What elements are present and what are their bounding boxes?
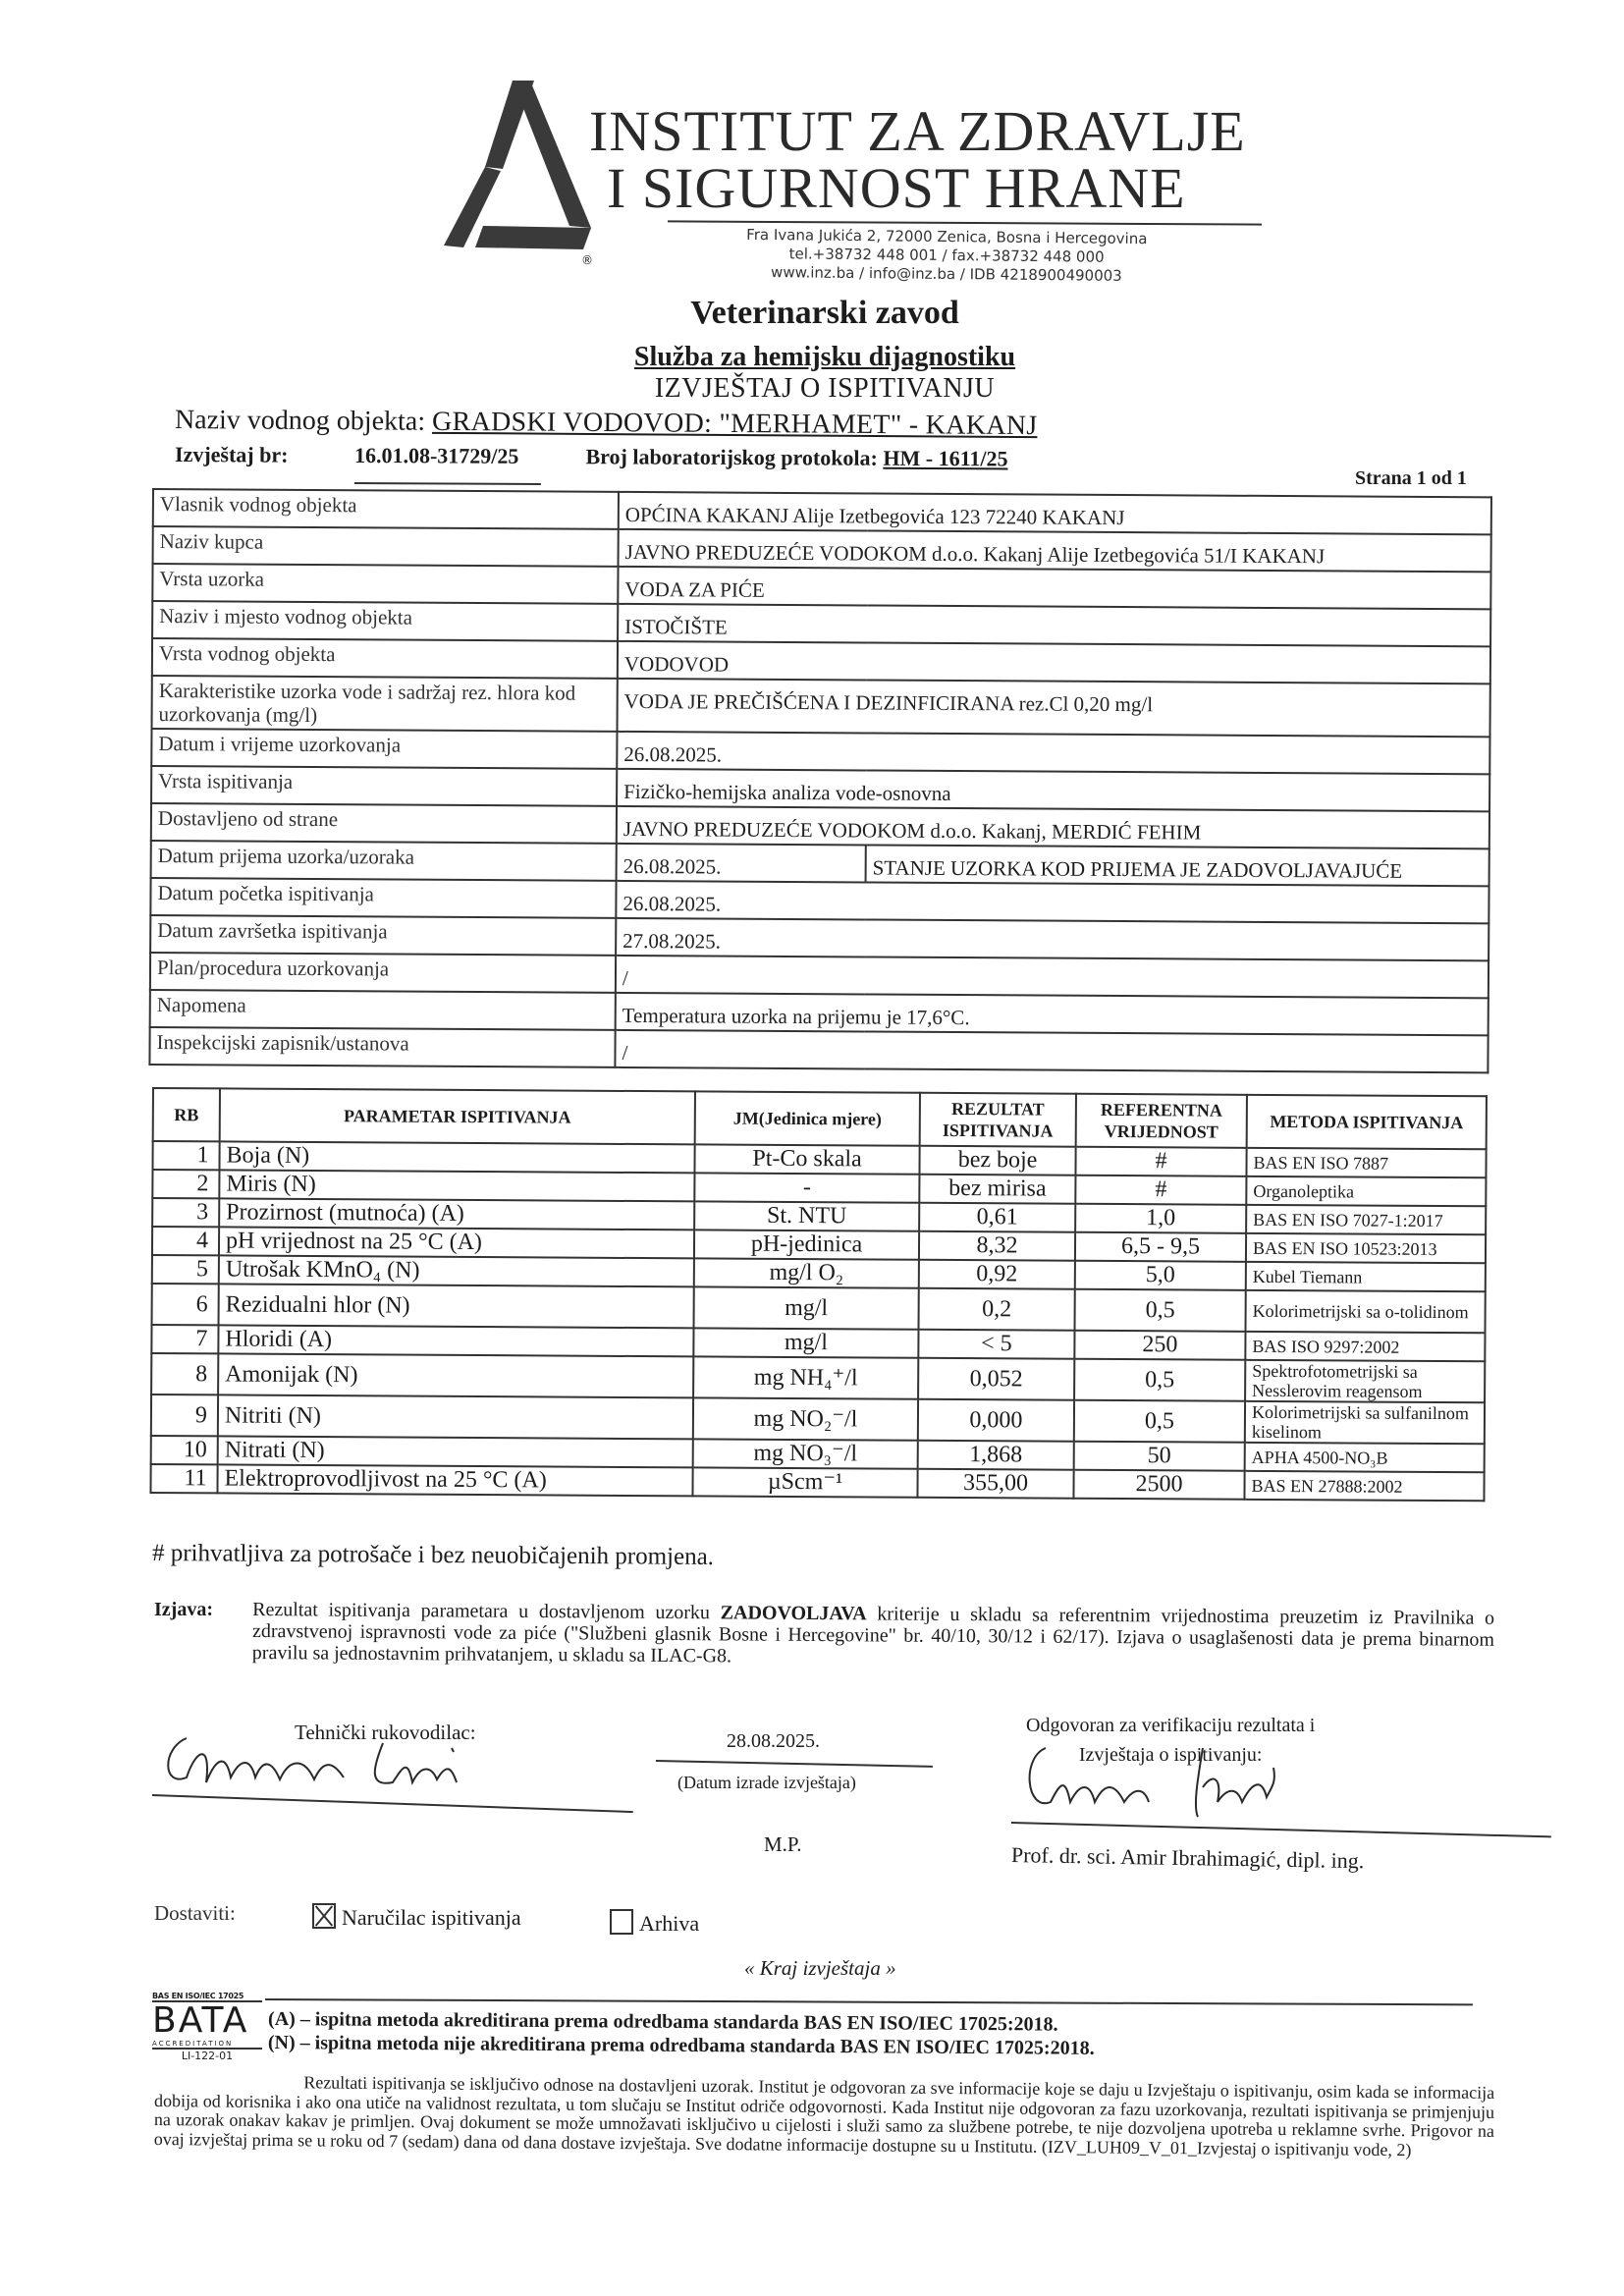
parameter-name: pH vrijednost na 25 °C (A) [219, 1227, 694, 1258]
reference-value: 50 [1074, 1442, 1245, 1471]
sample-info-table [148, 488, 1492, 1073]
row-number: 9 [151, 1394, 218, 1436]
info-row [149, 1027, 1488, 1072]
accreditation-legend [268, 2007, 1095, 2060]
protocol-label: Broj laboratorijskog protokola: [585, 444, 878, 470]
test-method: Kolorimetrijski sa o-tolidinom [1246, 1290, 1486, 1333]
institute-name-line2: I SIGURNOST HRANE [607, 156, 1186, 220]
bata-logo-subtitle: ACCREDITATION [152, 2040, 262, 2050]
results-header-row [153, 1088, 1487, 1149]
reference-value: 250 [1074, 1331, 1245, 1360]
info-row [152, 676, 1490, 737]
info-value: 26.08.2025. [617, 844, 866, 883]
reference-value: 6,5 - 9,5 [1075, 1232, 1246, 1262]
info-label: Plan/procedura uzorkovanja [150, 953, 616, 993]
unit: pH-jedinica [694, 1230, 919, 1259]
info-label: Vrsta vodnog objekta [152, 638, 618, 679]
parameter-name: Miris (N) [219, 1170, 694, 1201]
unit: mg NO₂⁻/l [693, 1397, 918, 1440]
info-label: Napomena [150, 990, 616, 1030]
protocol-block [585, 444, 1007, 470]
test-method: BAS ISO 9297:2002 [1245, 1332, 1485, 1361]
report-date-line [656, 1760, 933, 1768]
checkbox-archive-unchecked[interactable] [610, 1909, 633, 1935]
info-value: VODA JE PREČIŠĆENA I DEZINFICIRANA rez.Cl 0,20 mg/l [617, 679, 1489, 737]
sample-condition: STANJE UZORKA KOD PRIJEMA JE ZADOVOLJAVAJUĆE [866, 845, 1489, 886]
unit: Pt-Co skala [694, 1144, 919, 1174]
institute-name-line1: INSTITUT ZA ZDRAVLJE [589, 99, 1246, 163]
test-method: BAS EN ISO 7027-1:2017 [1246, 1205, 1486, 1234]
verifier-label-line1: Odgovoran za verifikaciju rezultata i [1026, 1715, 1316, 1736]
parameter-name: Nitriti (N) [218, 1394, 693, 1439]
reference-value: 1,0 [1075, 1204, 1246, 1233]
verifier-signature [1016, 1728, 1429, 1827]
info-label: Datum i vrijeme uzorkovanja [151, 729, 617, 769]
report-date-caption: (Datum izrade izvještaja) [677, 1773, 856, 1792]
row-number: 1 [152, 1141, 219, 1170]
water-object-label: Naziv vodnog objekta: [174, 405, 426, 437]
verifier-label-line2: Izvještaja o ispitivanju: [1078, 1744, 1263, 1766]
institute-name [589, 99, 1246, 220]
result-value: bez boje [919, 1146, 1075, 1175]
statement-label: Izjava: [154, 1599, 213, 1620]
bata-logo-word: BATA [152, 2000, 249, 2041]
unit: mg NH₄⁺/l [693, 1356, 918, 1398]
reference-value: 0,5 [1074, 1359, 1245, 1401]
logo-right-stroke [513, 81, 591, 228]
info-label: Vlasnik vodnog objekta [153, 489, 619, 529]
logo-base-bar [475, 226, 591, 249]
unit: mg/l [693, 1328, 918, 1357]
header-method: METODA ISPITIVANJA [1247, 1095, 1487, 1149]
reference-value: 2500 [1073, 1470, 1244, 1500]
info-value: 26.08.2025. [616, 881, 1489, 923]
info-label: Naziv kupca [153, 526, 619, 567]
parameter-name: Elektroprovodljivost na 25 °C (A) [217, 1464, 692, 1496]
info-label: Datum završetka ispitivanja [150, 915, 616, 956]
result-value: 0,2 [919, 1288, 1075, 1331]
statement-text-before: Rezultat ispitivanja parametara u dostavljenom uzorku [252, 1599, 721, 1624]
result-value: 0,61 [919, 1203, 1075, 1232]
parameter-name: Nitrati (N) [218, 1436, 693, 1467]
info-value: Fizičko-hemijska analiza vode-osnovna [617, 769, 1489, 811]
institute-phone-fax: tel.+38732 448 001 / fax.+38732 448 000 [788, 245, 1105, 266]
report-number: 16.01.08-31729/25 [354, 443, 541, 485]
unit: µScm⁻¹ [692, 1467, 917, 1497]
end-of-report: « Kraj izvještaja » [744, 1956, 896, 1980]
result-value: < 5 [918, 1330, 1074, 1359]
info-value: 26.08.2025. [617, 732, 1489, 774]
unit: - [694, 1173, 919, 1202]
report-number-label: Izvještaj br: [174, 442, 289, 467]
header-rb: RB [153, 1088, 220, 1141]
deliver-option-client[interactable] [312, 1903, 521, 1931]
test-method: Spektrofotometrijski sa Nesslerovim reagensom [1245, 1360, 1485, 1402]
reference-value: 0,5 [1074, 1400, 1245, 1443]
unit: mg/l O₂ [694, 1258, 919, 1287]
info-label: Karakteristike uzorka vode i sadržaj rez. hlora kod uzorkovanja (mg/l) [152, 676, 618, 732]
document-title: IZVJEŠTAJ O ISPITIVANJU [654, 373, 996, 404]
statement-text [252, 1599, 1494, 1672]
header-reference: REFERENTNA VRIJEDNOST [1076, 1094, 1247, 1148]
protocol-number: HM - 1611/25 [883, 445, 1008, 471]
result-value: 0,052 [918, 1358, 1074, 1400]
test-method: APHA 4500-NO₃B [1245, 1443, 1485, 1472]
results-table [149, 1087, 1488, 1502]
parameter-name: Prozirnost (mutnoća) (A) [219, 1198, 694, 1230]
service-name: Služba za hemijsku dijagnostiku [633, 342, 1016, 372]
header-unit: JM(Jedinica mjere) [695, 1091, 920, 1145]
row-number: 11 [150, 1464, 217, 1493]
deliver-option-archive[interactable] [610, 1909, 699, 1937]
water-object-value: GRADSKI VODOVOD: "MERHAMET" - KAKANJ [431, 406, 1038, 442]
department-name: Veterinarski zavod [690, 295, 959, 331]
info-value: 27.08.2025. [616, 918, 1489, 960]
deliver-option-archive-label: Arhiva [639, 1911, 700, 1936]
test-method: BAS EN ISO 10523:2013 [1246, 1233, 1486, 1263]
hash-footnote: # prihvatljiva za potrošače i bez neuobičajenih promjena. [151, 1540, 715, 1570]
test-method: BAS EN ISO 7887 [1246, 1148, 1486, 1177]
institute-address: Fra Ivana Jukića 2, 72000 Zenica, Bosna i Hercegovina [746, 225, 1148, 248]
verifier-name: Prof. dr. sci. Amir Ibrahimagić, dipl. ing. [1010, 1842, 1365, 1874]
unit: mg/l [694, 1286, 919, 1329]
report-number-line [175, 442, 1008, 487]
result-value: 1,868 [918, 1441, 1074, 1470]
header-divider [668, 220, 1262, 225]
header-parameter: PARAMETAR ISPITIVANJA [220, 1088, 695, 1144]
info-value: OPĆINA KAKANJ Alije Izetbegovića 123 72240 KAKANJ [619, 492, 1491, 534]
report-date: 28.08.2025. [727, 1730, 820, 1752]
result-value: 8,32 [919, 1231, 1075, 1261]
info-value: JAVNO PREDUZEĆE VODOKOM d.o.o. Kakanj Alije Izetbegovića 51/I KAKANJ [619, 529, 1491, 572]
row-number: 7 [151, 1325, 218, 1353]
row-number: 6 [152, 1284, 219, 1325]
info-value: VODOVOD [618, 641, 1490, 683]
test-method: Kubel Tiemann [1246, 1262, 1486, 1291]
test-method: Kolorimetrijski sa sulfanilnom kiselinom [1245, 1401, 1485, 1444]
row-number: 10 [151, 1436, 218, 1464]
technical-manager-signature [157, 1728, 569, 1797]
unit: St. NTU [694, 1201, 919, 1230]
statement-text-after: kriterije u skladu sa referentnim vrijednostima preuzetim iz Pravilnika o zdravstvenoj ispravnosti vode za piće ("Službeni glasnik Bosne i Hercegovine" br. 40/10, 30/12 i 62/17). Izjava o usaglašenosti data je prema binarnom pravilu sa jednostavnim prihvatanjem, u skladu sa ILAC-G8. [251, 1603, 1495, 1667]
info-label: Datum početka ispitivanja [150, 878, 616, 918]
parameter-name: Amonijak (N) [218, 1353, 693, 1397]
result-value: 0,92 [919, 1260, 1075, 1289]
checkbox-client-checked[interactable] [312, 1903, 336, 1929]
info-label: Vrsta uzorka [152, 564, 618, 604]
info-value: JAVNO PREDUZEĆE VODOKOM d.o.o. Kakanj, MERDIĆ FEHIM [617, 806, 1489, 848]
info-value: VODA ZA PIĆE [618, 567, 1490, 609]
reference-value: 5,0 [1075, 1261, 1246, 1290]
info-label: Naziv i mjesto vodnog objekta [152, 601, 618, 641]
water-object-line [175, 405, 1038, 442]
bata-logo-standard: BAS EN ISO/IEC 17025 [152, 1992, 262, 2002]
deliver-to-label: Dostaviti: [154, 1901, 236, 1925]
bata-accreditation-logo [152, 1992, 262, 2062]
statement-verdict: ZADOVOLJAVA [720, 1602, 867, 1625]
info-label: Vrsta ispitivanja [151, 766, 617, 806]
parameter-name: Rezidualni hlor (N) [219, 1284, 694, 1328]
info-value: / [615, 1030, 1488, 1072]
info-value: ISTOČIŠTE [618, 604, 1490, 646]
info-value: / [616, 956, 1489, 998]
reference-value: 0,5 [1075, 1289, 1246, 1332]
accredited-method-note: (A) – ispitna metoda akreditirana prema odredbama standarda BAS EN ISO/IEC 17025:2018. [268, 2008, 1058, 2036]
registered-mark: ® [581, 253, 593, 267]
result-value: 0,000 [918, 1399, 1074, 1442]
legal-disclaimer: Rezultati ispitivanja se isključivo odnose na dostavljeni uzorak. Institut je odgovoran za sve informacije koje se daju u Izvještaju o ispitivanju, osim kada se informacija dobija od korisnika i ako ona utiče na validnost rezultata, u tom slučaju se Institut odriče odgovornosti. Kada Institut nije odgovoran za fazu uzorkovanja, rezultati ispitivanja se primjenjuju na uzorak onakav kakav je primljen. Ovaj dokument se može umnožavati isključivo u cijelosti i služi samo za službene potrebe, te nije dozvoljena upotreba u reklamne svrhe. Prigovor na ovaj izvještaj prima se u roku od 7 (sedam) dana od dana dostave izvještaja. Sve dodatne informacije dostupne su u Institutu. (IZV_LUH09_V_01_Izvjestaj o ispitivanju vode, 2) [153, 2072, 1495, 2159]
bata-logo-code: LI-122-01 [181, 2050, 234, 2062]
info-label: Datum prijema uzorka/uzoraka [151, 841, 617, 881]
footer-divider [265, 1998, 1473, 2005]
header-result: REZULTAT ISPITIVANJA [920, 1093, 1076, 1147]
institute-logo [444, 81, 591, 257]
parameter-name: Boja (N) [219, 1141, 694, 1173]
unit: mg NO₃⁻/l [693, 1439, 918, 1468]
institute-web-email: www.inz.ba / info@inz.ba / IDB 4218900490003 [771, 263, 1122, 285]
info-label: Inspekcijski zapisnik/ustanova [149, 1027, 615, 1067]
reference-value: # [1075, 1147, 1246, 1176]
result-value: 355,00 [917, 1469, 1073, 1499]
page-indicator: Strana 1 od 1 [1355, 467, 1467, 489]
parameter-name: Hloridi (A) [218, 1325, 693, 1356]
test-method: Organoleptika [1246, 1176, 1486, 1206]
non-accredited-method-note: (N) – ispitna metoda nije akreditirana prema odredbama standarda BAS EN ISO/IEC 17025:2018. [267, 2032, 1095, 2059]
institute-contact [746, 226, 1148, 286]
row-number: 5 [152, 1255, 219, 1284]
info-value: Temperatura uzorka na prijemu je 17,6°C. [616, 993, 1489, 1035]
stamp-place: M.P. [764, 1832, 802, 1856]
parameter-name: Utrošak KMnO₄ (N) [219, 1255, 694, 1286]
info-label: Dostavljeno od strane [151, 803, 617, 844]
result-value: bez mirisa [919, 1175, 1075, 1204]
deliver-option-client-label: Naručilac ispitivanja [342, 1905, 521, 1930]
row-number: 4 [152, 1227, 219, 1255]
row-number: 2 [152, 1170, 219, 1198]
test-method: BAS EN 27888:2002 [1244, 1471, 1484, 1501]
row-number: 3 [152, 1198, 219, 1227]
technical-manager-label: Tehnički rukovodilac: [295, 1721, 476, 1744]
reference-value: # [1075, 1175, 1246, 1205]
row-number: 8 [151, 1353, 218, 1394]
